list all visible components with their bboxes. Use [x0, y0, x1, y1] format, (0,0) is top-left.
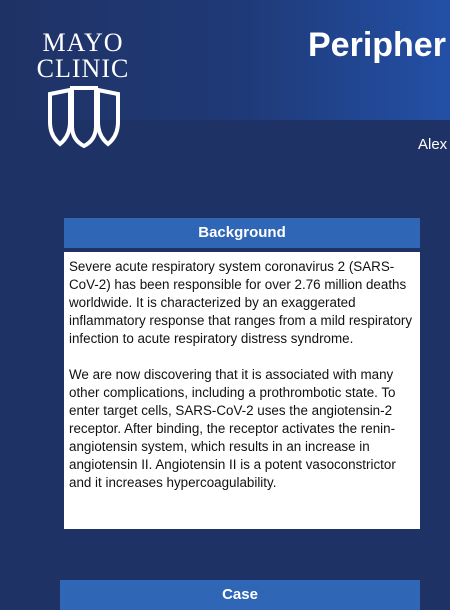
background-paragraph-2: We are now discovering that it is associated with many other complications, including a prothrombotic state. To enter target cells, SARS-CoV-2 uses the angiotensin-2 receptor. After binding, the receptor activates the renin-angiotensin system, which results in an increase in angiotensin II. Angiotensin II is a potent vasoconstrictor and it increases hypercoagulability.	[69, 367, 396, 490]
poster-title: Peripher	[308, 26, 446, 64]
shields-icon	[46, 86, 122, 148]
background-heading: Background	[64, 218, 420, 248]
mayo-clinic-logo	[28, 30, 138, 150]
case-heading: Case	[60, 580, 420, 610]
logo-line-2: CLINIC	[36, 54, 130, 83]
author-line: Alex	[418, 136, 448, 153]
background-paragraph-1: Severe acute respiratory system coronavirus 2 (SARS-CoV-2) has been responsible for over 2.76 million deaths worldwide. It is characterized by an exaggerated inflammatory response that ranges from a mild respiratory infection to acute respiratory distress syndrome.	[69, 259, 413, 346]
logo-line-1: MAYO	[42, 28, 124, 57]
background-panel	[64, 252, 420, 529]
